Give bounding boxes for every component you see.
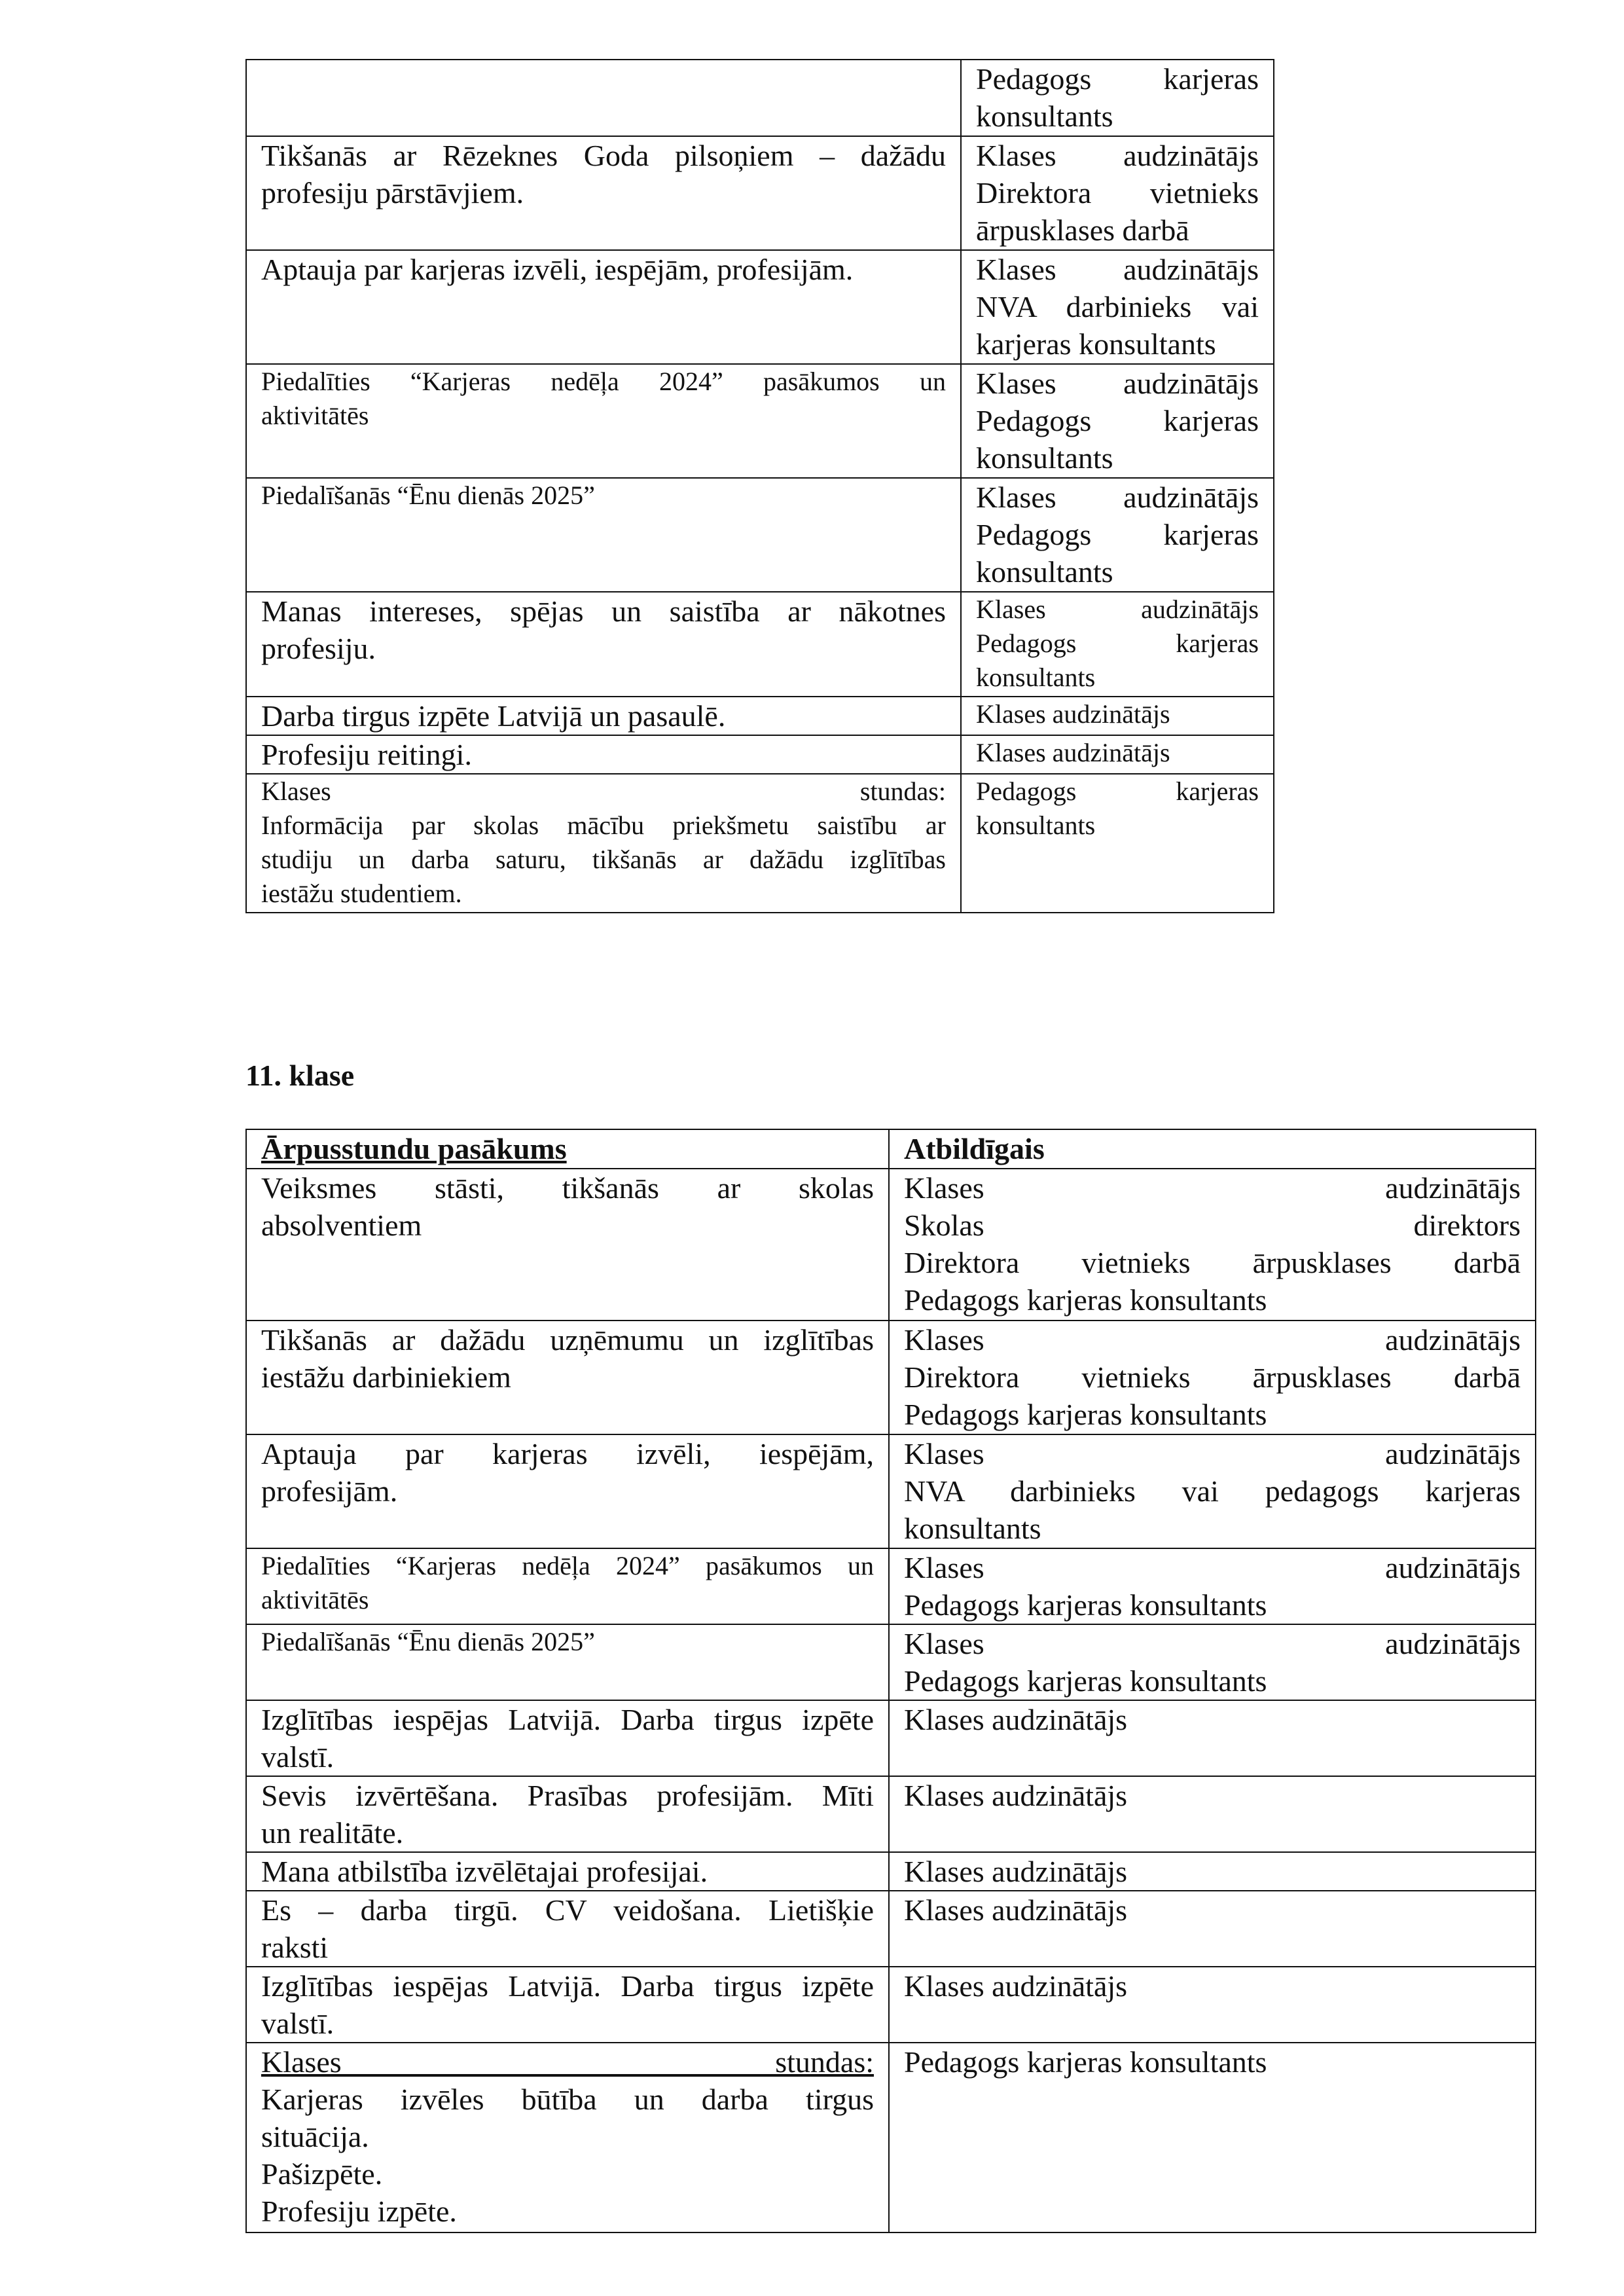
cell-responsible <box>961 774 1274 913</box>
activity-line: Informācija par skolas mācību priekšmetu saistību ar <box>261 811 946 840</box>
table-row <box>246 136 1274 250</box>
responsible-line: Pedagogs karjeras <box>976 518 1259 551</box>
activity-line: studiju un darba saturu, tikšanās ar dažādu izglītības <box>261 845 946 874</box>
responsible-text <box>904 1967 1521 2005</box>
activity-line: raksti <box>261 1931 329 1964</box>
activity-text <box>261 736 946 773</box>
table-row <box>246 1548 1536 1624</box>
table-row <box>246 1321 1536 1434</box>
responsible-text <box>904 1169 1521 1319</box>
cell-responsible <box>889 1434 1536 1548</box>
responsible-text <box>976 365 1259 477</box>
activity-line: Pašizpēte. <box>261 2157 383 2191</box>
responsible-text <box>904 1891 1521 1929</box>
cell-activity <box>246 1169 889 1321</box>
responsible-line: Klases audzinātājs <box>976 738 1170 767</box>
responsible-text <box>976 736 1259 770</box>
responsible-line: Klases audzinātājs <box>904 1779 1128 1812</box>
activity-line: Piedalīties “Karjeras nedēļa 2024” pasākumos un <box>261 1551 874 1580</box>
activity-line: Tikšanās ar dažādu uzņēmumu un izglītības <box>261 1323 874 1357</box>
activity-line: aktivitātēs <box>261 401 369 430</box>
table-top-body <box>246 60 1274 913</box>
responsible-text <box>904 1701 1521 1738</box>
responsible-line: konsultants <box>904 1512 1041 1545</box>
activity-line: iestāžu darbiniekiem <box>261 1360 511 1394</box>
responsible-line: Pedagogs karjeras <box>976 404 1259 437</box>
cell-activity <box>246 1548 889 1624</box>
table-row <box>246 1624 1536 1700</box>
activity-line: profesiju pārstāvjiem. <box>261 176 524 210</box>
responsible-line: konsultants <box>976 100 1113 133</box>
responsible-text <box>904 1853 1521 1890</box>
activity-text <box>261 2043 874 2230</box>
responsible-text <box>976 60 1259 135</box>
activity-line: Izglītības iespējas Latvijā. Darba tirgus izpēte <box>261 1969 874 2003</box>
table-row <box>246 1434 1536 1548</box>
activity-text <box>261 1967 874 2042</box>
responsible-text <box>976 774 1259 843</box>
cell-responsible <box>889 1852 1536 1891</box>
responsible-line: karjeras konsultants <box>976 327 1216 361</box>
table-row <box>246 2043 1536 2232</box>
activity-text <box>261 137 946 211</box>
activity-line: Profesiju reitingi. <box>261 738 472 771</box>
responsible-line: Pedagogs karjeras konsultants <box>904 1398 1267 1431</box>
activity-text <box>261 1777 874 1851</box>
cell-activity <box>246 697 961 735</box>
responsible-text <box>976 697 1259 731</box>
responsible-line: Klases audzinātājs <box>904 1969 1128 2003</box>
table-row <box>246 735 1274 774</box>
cell-activity <box>246 136 961 250</box>
activity-line: Manas intereses, spējas un saistība ar nākotnes <box>261 594 946 628</box>
cell-activity <box>246 774 961 913</box>
activity-line: Karjeras izvēles būtība un darba tirgus <box>261 2083 874 2116</box>
activity-line: Veiksmes stāsti, tikšanās ar skolas <box>261 1171 874 1205</box>
cell-activity <box>246 1321 889 1434</box>
activity-line: valstī. <box>261 2007 334 2040</box>
responsible-line: konsultants <box>976 555 1113 589</box>
activity-line: profesiju. <box>261 632 376 665</box>
responsible-text <box>976 592 1259 695</box>
responsible-line: NVA darbinieks vai pedagogs karjeras <box>904 1474 1521 1508</box>
cell-responsible <box>889 1321 1536 1434</box>
activity-line: Piedalīšanās “Ēnu dienās 2025” <box>261 481 595 510</box>
cell-responsible <box>889 1967 1536 2043</box>
activity-line: Es – darba tirgū. CV veidošana. Lietišķie <box>261 1893 874 1927</box>
cell-activity <box>246 735 961 774</box>
responsible-text <box>976 137 1259 249</box>
activity-line: un realitāte. <box>261 1816 404 1850</box>
table-header-row <box>246 1129 1536 1169</box>
responsible-text <box>904 1549 1521 1624</box>
cell-responsible <box>889 1548 1536 1624</box>
cell-responsible <box>889 1891 1536 1967</box>
responsible-line: Pedagogs karjeras konsultants <box>904 2045 1267 2079</box>
activity-line: absolventiem <box>261 1209 422 1242</box>
responsible-line: Direktora vietnieks <box>976 176 1259 210</box>
cell-activity <box>246 1624 889 1700</box>
responsible-line: Klases audzinātājs <box>904 1551 1521 1584</box>
activity-text <box>261 1701 874 1776</box>
activity-text <box>261 1169 874 1244</box>
activity-text <box>261 1625 874 1659</box>
activity-line: Mana atbilstība izvēlētajai profesijai. <box>261 1855 708 1888</box>
responsible-line: Skolas direktors <box>904 1209 1521 1242</box>
cell-activity <box>246 250 961 364</box>
activity-text <box>261 1853 874 1890</box>
cell-activity <box>246 1891 889 1967</box>
cell-activity <box>246 1776 889 1852</box>
table-bottom-body <box>246 1129 1536 2232</box>
responsible-line: Direktora vietnieks ārpusklases darbā <box>904 1360 1521 1394</box>
activity-line: Aptauja par karjeras izvēli, iespējām, <box>261 1437 874 1470</box>
cell-responsible <box>961 60 1274 136</box>
cell-responsible <box>961 735 1274 774</box>
cell-activity <box>246 1434 889 1548</box>
responsible-line: Klases audzinātājs <box>904 1627 1521 1660</box>
cell-responsible <box>961 478 1274 592</box>
activity-line: Izglītības iespējas Latvijā. Darba tirgus izpēte <box>261 1703 874 1736</box>
cell-activity <box>246 1967 889 2043</box>
responsible-line: Klases audzinātājs <box>976 139 1259 172</box>
table-row <box>246 774 1274 913</box>
responsible-line: Pedagogs karjeras konsultants <box>904 1588 1267 1622</box>
cell-activity <box>246 1852 889 1891</box>
responsible-line: Klases audzinātājs <box>976 253 1259 286</box>
cell-responsible <box>889 1169 1536 1321</box>
activity-text <box>261 1321 874 1396</box>
cell-activity <box>246 364 961 478</box>
table-grade-10-continued <box>245 59 1274 913</box>
responsible-line: Klases audzinātājs <box>904 1703 1128 1736</box>
activity-line: Darba tirgus izpēte Latvijā un pasaulē. <box>261 699 726 733</box>
responsible-line: Klases audzinātājs <box>976 594 1259 624</box>
activity-text <box>261 1549 874 1617</box>
responsible-line: Klases audzinātājs <box>976 699 1170 729</box>
header-activity-label: Ārpusstundu pasākums <box>261 1132 567 1165</box>
table-row <box>246 1852 1536 1891</box>
cell-activity <box>246 2043 889 2232</box>
responsible-line: Pedagogs karjeras konsultants <box>904 1664 1267 1698</box>
responsible-text <box>976 251 1259 363</box>
responsible-line: Pedagogs karjeras <box>976 62 1259 96</box>
responsible-line: Klases audzinātājs <box>904 1855 1128 1888</box>
cell-responsible <box>961 136 1274 250</box>
responsible-line: NVA darbinieks vai <box>976 290 1259 323</box>
activity-line: Klases stundas: <box>261 2045 874 2079</box>
activity-line: aktivitātēs <box>261 1585 369 1614</box>
cell-activity <box>246 1700 889 1776</box>
activity-line: iestāžu studentiem. <box>261 879 462 908</box>
cell-activity <box>246 592 961 697</box>
responsible-line: Klases audzinātājs <box>904 1171 1521 1205</box>
cell-responsible <box>961 364 1274 478</box>
table-row <box>246 1169 1536 1321</box>
activity-text <box>261 592 946 667</box>
cell-activity <box>246 478 961 592</box>
responsible-line: Pedagogs karjeras <box>976 776 1259 806</box>
table-row <box>246 250 1274 364</box>
cell-responsible <box>889 2043 1536 2232</box>
responsible-line: Klases audzinātājs <box>976 481 1259 514</box>
responsible-text <box>976 479 1259 591</box>
activity-line: Aptauja par karjeras izvēli, iespējām, profesijām. <box>261 253 854 286</box>
activity-line: Tikšanās ar Rēzeknes Goda pilsoņiem – dažādu <box>261 139 946 172</box>
activity-line: Piedalīties “Karjeras nedēļa 2024” pasākumos un <box>261 367 946 396</box>
cell-responsible <box>961 697 1274 735</box>
responsible-line: Klases audzinātājs <box>904 1437 1521 1470</box>
header-responsible-label: Atbildīgais <box>904 1132 1045 1165</box>
responsible-line: ārpusklases darbā <box>976 213 1189 247</box>
responsible-text <box>904 1321 1521 1433</box>
responsible-text <box>904 1777 1521 1814</box>
responsible-text <box>904 2043 1521 2081</box>
responsible-line: Klases audzinātājs <box>904 1323 1521 1357</box>
responsible-line: konsultants <box>976 811 1096 840</box>
activity-line: Sevis izvērtēšana. Prasības profesijām. Mīti <box>261 1779 874 1812</box>
header-cell-responsible <box>889 1129 1536 1169</box>
activity-line: Profesiju izpēte. <box>261 2195 457 2228</box>
responsible-line: Pedagogs karjeras <box>976 629 1259 658</box>
responsible-text <box>904 1625 1521 1700</box>
table-row <box>246 697 1274 735</box>
activity-line: profesijām. <box>261 1474 398 1508</box>
table-row <box>246 1700 1536 1776</box>
cell-responsible <box>889 1624 1536 1700</box>
table-row <box>246 1967 1536 2043</box>
activity-text <box>261 365 946 433</box>
cell-responsible <box>889 1700 1536 1776</box>
activity-text <box>261 1435 874 1510</box>
responsible-line: konsultants <box>976 663 1096 692</box>
header-cell-activity <box>246 1129 889 1169</box>
cell-responsible <box>961 592 1274 697</box>
cell-responsible <box>961 250 1274 364</box>
responsible-line: Direktora vietnieks ārpusklases darbā <box>904 1246 1521 1279</box>
activity-line: Klases stundas: <box>261 776 946 806</box>
cell-activity <box>246 60 961 136</box>
table-row <box>246 364 1274 478</box>
table-row <box>246 1891 1536 1967</box>
activity-text <box>261 479 946 513</box>
activity-text <box>261 697 946 735</box>
activity-line: Piedalīšanās “Ēnu dienās 2025” <box>261 1627 595 1656</box>
activity-text <box>261 251 946 288</box>
responsible-line: Klases audzinātājs <box>976 367 1259 400</box>
section-heading: 11. klase <box>245 1059 355 1092</box>
table-grade-11 <box>245 1129 1536 2233</box>
cell-responsible <box>889 1776 1536 1852</box>
table-row <box>246 592 1274 697</box>
table-row <box>246 60 1274 136</box>
activity-text <box>261 774 946 911</box>
responsible-line: Klases audzinātājs <box>904 1893 1128 1927</box>
table-row <box>246 478 1274 592</box>
activity-text <box>261 1891 874 1966</box>
responsible-text <box>904 1435 1521 1547</box>
responsible-line: konsultants <box>976 441 1113 475</box>
activity-line: situācija. <box>261 2120 369 2153</box>
activity-line: valstī. <box>261 1740 334 1774</box>
responsible-line: Pedagogs karjeras konsultants <box>904 1283 1267 1317</box>
table-row <box>246 1776 1536 1852</box>
